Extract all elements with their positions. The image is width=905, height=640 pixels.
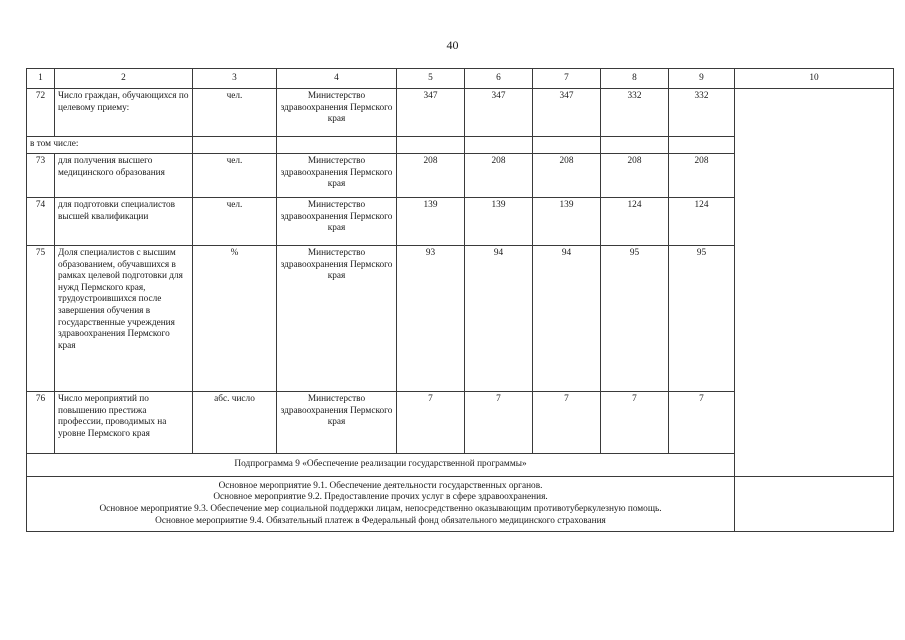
- unit-cell: чел.: [193, 154, 277, 198]
- header-cell: 7: [533, 69, 601, 89]
- table-row: [27, 89, 894, 137]
- header-cell: 2: [55, 69, 193, 89]
- value-cell: 124: [601, 198, 669, 246]
- value-cell: 7: [533, 392, 601, 454]
- empty-cell: [193, 137, 277, 154]
- indicator-name: Доля специалистов с высшим образованием, обучавшихся в рамках целевой подготовки для нужд Пермского края, трудоустроившихся после завершения обучения в государственные учреждения здравоохранения Пермского края: [55, 246, 193, 392]
- value-cell: 347: [465, 89, 533, 137]
- header-cell: 6: [465, 69, 533, 89]
- unit-cell: чел.: [193, 89, 277, 137]
- unit-cell: чел.: [193, 198, 277, 246]
- empty-cell: [533, 137, 601, 154]
- org-cell: Министерство здравоохранения Пермского края: [277, 89, 397, 137]
- header-cell: 4: [277, 69, 397, 89]
- header-cell: 1: [27, 69, 55, 89]
- measures-row: [27, 477, 894, 532]
- value-cell: 7: [601, 392, 669, 454]
- value-cell: 332: [601, 89, 669, 137]
- header-cell: 3: [193, 69, 277, 89]
- value-cell: 208: [669, 154, 735, 198]
- value-cell: 94: [533, 246, 601, 392]
- indicator-name: Число граждан, обучающихся по целевому приему:: [55, 89, 193, 137]
- in-that-number-label: в том числе:: [27, 137, 193, 154]
- empty-cell: [397, 137, 465, 154]
- row-number: 73: [27, 154, 55, 198]
- empty-cell: [669, 137, 735, 154]
- value-cell: 95: [669, 246, 735, 392]
- value-cell: 7: [465, 392, 533, 454]
- measure-line: Основное мероприятие 9.4. Обязательный платеж в Федеральный фонд обязательного медицинского страхования: [155, 515, 606, 526]
- indicators-table: [26, 68, 894, 532]
- value-cell: 139: [397, 198, 465, 246]
- unit-cell: %: [193, 246, 277, 392]
- row-number: 75: [27, 246, 55, 392]
- row-number: 76: [27, 392, 55, 454]
- header-row: [27, 69, 894, 89]
- page-number: 40: [446, 38, 459, 52]
- measures-cell: [27, 477, 735, 532]
- value-cell: 208: [465, 154, 533, 198]
- row-number: 72: [27, 89, 55, 137]
- value-cell: 208: [533, 154, 601, 198]
- header-cell: 9: [669, 69, 735, 89]
- value-cell: 347: [533, 89, 601, 137]
- indicator-name: для получения высшего медицинского образования: [55, 154, 193, 198]
- indicator-name: Число мероприятий по повышению престижа профессии, проводимых на уровне Пермского края: [55, 392, 193, 454]
- org-cell: Министерство здравоохранения Пермского края: [277, 246, 397, 392]
- value-cell: 139: [465, 198, 533, 246]
- unit-cell: абс. число: [193, 392, 277, 454]
- empty-cell: [601, 137, 669, 154]
- value-cell: 208: [601, 154, 669, 198]
- header-cell: 8: [601, 69, 669, 89]
- org-cell: Министерство здравоохранения Пермского края: [277, 392, 397, 454]
- measure-line: Основное мероприятие 9.3. Обеспечение мер социальной поддержки лицам, непосредственно оказывающим противотуберкулезную помощь.: [99, 504, 662, 514]
- row-number: 74: [27, 198, 55, 246]
- value-cell: 124: [669, 198, 735, 246]
- value-cell: 7: [669, 392, 735, 454]
- notes-cell: [735, 477, 894, 532]
- empty-cell: [277, 137, 397, 154]
- value-cell: 95: [601, 246, 669, 392]
- indicator-name: для подготовки специалистов высшей квалификации: [55, 198, 193, 246]
- value-cell: 7: [397, 392, 465, 454]
- value-cell: 93: [397, 246, 465, 392]
- value-cell: 139: [533, 198, 601, 246]
- subprogram-title: Подпрограмма 9 «Обеспечение реализации государственной программы»: [27, 454, 735, 477]
- header-cell: 10: [735, 69, 894, 89]
- measure-line: Основное мероприятие 9.2. Предоставление прочих услуг в сфере здравоохранения.: [213, 492, 548, 503]
- org-cell: Министерство здравоохранения Пермского края: [277, 198, 397, 246]
- notes-cell: [735, 89, 894, 477]
- value-cell: 332: [669, 89, 735, 137]
- value-cell: 208: [397, 154, 465, 198]
- header-cell: 5: [397, 69, 465, 89]
- measure-line: Основное мероприятие 9.1. Обеспечение деятельности государственных органов.: [218, 480, 543, 491]
- empty-cell: [465, 137, 533, 154]
- org-cell: Министерство здравоохранения Пермского края: [277, 154, 397, 198]
- value-cell: 94: [465, 246, 533, 392]
- value-cell: 347: [397, 89, 465, 137]
